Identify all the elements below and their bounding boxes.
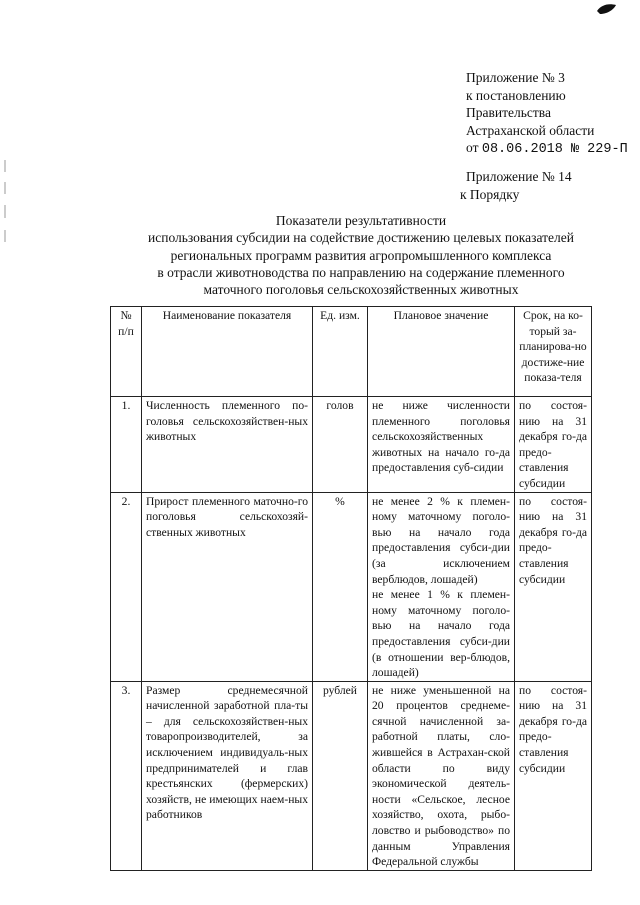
appendix-3-line3: Правительства xyxy=(466,105,551,120)
appendix-3-date-line xyxy=(466,139,628,159)
appendix-3-line4: Астраханской области xyxy=(466,122,595,138)
row1-num: 1. xyxy=(111,397,142,493)
row3-name: Размер среднемесячной начисленной заработной пла-ты – для сельскохозяйствен-ных товаропроизводителей, за исключением индивидуаль-ных предпринимателей и глав крестьянских (фермерских) хозяйств, не имеющих наем-ных работников xyxy=(142,681,313,870)
row2-name: Прирост племенного маточно-го поголовья сельскохозяй-ственных животных xyxy=(142,492,313,681)
appendix-14-block xyxy=(460,168,572,203)
date-prefix: от xyxy=(466,140,482,155)
table-row xyxy=(111,492,592,681)
table-row xyxy=(111,681,592,870)
appendix-3-line1: Приложение № 3 xyxy=(466,70,565,85)
title-line3: региональных программ развития агропромышленного комплекса xyxy=(170,247,552,263)
header-deadline: Срок, на ко-торый за-планирова-но достиже-ние показа-теля xyxy=(515,307,592,397)
row1-unit: голов xyxy=(313,397,368,493)
row1-deadline: по состоя-нию на 31 декабря го-да предо-ставления субсидии xyxy=(515,397,592,493)
header-name: Наименование показателя xyxy=(142,307,313,397)
title-line1: Показатели результативности xyxy=(275,213,447,228)
row2-plan2: не менее 1 % к племен-ному маточному поголо-вью на начало года предоставления субси-дии (в отношении вер-блюдов, лошадей) xyxy=(372,588,510,680)
table-header-row xyxy=(111,307,592,397)
appendix-14-line2: к Порядку xyxy=(460,186,520,202)
header-num: № п/п xyxy=(111,307,142,397)
row3-unit: рублей xyxy=(313,681,368,870)
appendix-14-line1: Приложение № 14 xyxy=(466,169,572,184)
row1-plan: не ниже численности племенного поголовья сельскохозяйственных животных на начало го-да предоставления суб-сидии xyxy=(368,397,515,493)
row2-plan: не менее 2 % к племен-ному маточному поголо-вью на начало года предоставления субси-дии (за исключением верблюдов, лошадей) xyxy=(372,494,510,586)
document-title xyxy=(118,212,604,298)
date-number-stamp: 08.06.2018 № 229-П xyxy=(481,142,628,157)
indicators-table xyxy=(110,306,592,871)
title-line5: маточного поголовья сельскохозяйственных животных xyxy=(203,282,519,298)
row3-plan: не ниже уменьшенной на 20 процентов среднеме-сячной начисленной за-работной платы, сло-жившейся в Астрахан-ской области по виду экономической деятель-ности «Сельское, лесное хозяйство, охота, рыбо-ловство и рыбоводство» по данным Управления Федеральной службы xyxy=(368,681,515,870)
header-plan: Плановое значение xyxy=(368,307,515,397)
row2-plan-cell xyxy=(368,492,515,681)
title-line4: в отрасли животноводства по направлению на содержание племенного xyxy=(157,264,565,280)
header-unit: Ед. изм. xyxy=(313,307,368,397)
table-row xyxy=(111,397,592,493)
row3-num: 3. xyxy=(111,681,142,870)
scan-margin-marks xyxy=(0,0,12,905)
appendix-3-block xyxy=(466,69,628,159)
row2-num: 2. xyxy=(111,492,142,681)
row1-name: Численность племенного по-головья сельскохозяйствен-ных животных xyxy=(142,397,313,493)
appendix-3-line2: к постановлению xyxy=(466,87,566,103)
corner-ink-mark xyxy=(596,2,618,16)
row2-unit: % xyxy=(313,492,368,681)
row2-deadline: по состоя-нию на 31 декабря го-да предо-ставления субсидии xyxy=(515,492,592,681)
row3-deadline: по состоя-нию на 31 декабря го-да предо-ставления субсидии xyxy=(515,681,592,870)
title-line2: использования субсидии на содействие достижению целевых показателей xyxy=(148,230,574,246)
